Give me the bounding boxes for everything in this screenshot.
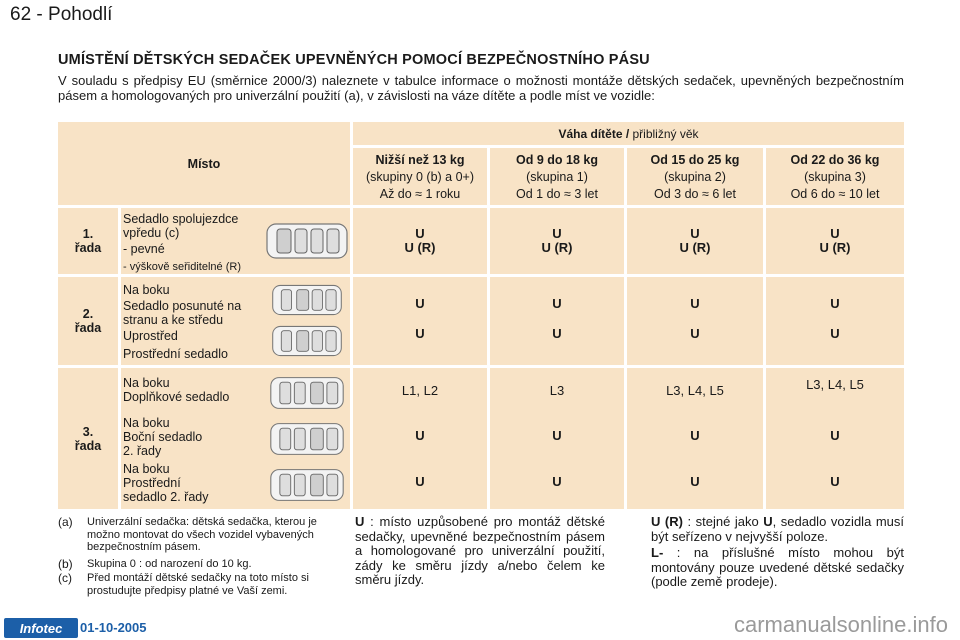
footer-date: 01-10-2005 — [80, 620, 147, 635]
value: U — [830, 474, 840, 489]
footnote — [58, 572, 343, 612]
legend-text: : stejné jako — [682, 514, 764, 529]
value-cell — [353, 277, 487, 365]
column-header — [490, 148, 624, 205]
footnote-text: Skupina 0 : od narození do 10 kg. — [87, 558, 252, 570]
footnote-key: (b) — [58, 557, 73, 571]
column-weight: Od 9 do 18 kg — [516, 153, 598, 167]
page-header: 62 - Pohodlí — [10, 4, 113, 25]
seat-label: Prostřední sedadlo — [123, 347, 228, 361]
seat-label: Uprostřed — [123, 329, 178, 343]
value: U — [415, 326, 425, 341]
value-cell — [766, 277, 904, 365]
legend-key: L- — [651, 545, 664, 560]
seat-label: Na boku Prostřední sedadlo 2. řady — [123, 462, 209, 504]
value-cell — [766, 368, 904, 509]
value: U — [552, 296, 562, 311]
column-group: (skupina 2) — [664, 170, 726, 184]
legend-text: : na příslušné místo mohou být montovány pouze uvedené dětské sedačky (podle země prodeje). — [651, 545, 904, 589]
legend-text: , sedadlo vozidla musí být seřízeno v nejvyšší poloze. — [651, 514, 904, 544]
value-cell — [353, 368, 487, 509]
seat-label: - pevné — [123, 242, 165, 256]
value-cell: U U (R) — [490, 208, 624, 274]
infotec-logo: Infotec — [4, 618, 78, 638]
footnote — [58, 516, 343, 556]
row-label: 3. řada — [58, 368, 118, 509]
value-cell: U U (R) — [353, 208, 487, 274]
value: U — [415, 428, 425, 443]
column-age: Až do ≈ 1 roku — [379, 187, 461, 201]
car-seat-diagram-icon — [265, 374, 349, 412]
value: U — [690, 474, 700, 489]
value-cell — [490, 368, 624, 509]
value: U — [690, 428, 700, 443]
column-age: Od 1 do ≈ 3 let — [516, 187, 598, 201]
place-header: Místo — [187, 156, 221, 171]
column-weight: Od 15 do 25 kg — [650, 153, 740, 167]
value: U — [690, 296, 700, 311]
intro-text: V souladu s předpisy EU (směrnice 2000/3) naleznete v tabulce informace o možnosti montáže dětských sedaček, upevněných bezpečnostním pásem a homologovaných pro univerzální použití (a), v závislosti na váze dítěte a podle míst ve vozidle: — [58, 73, 904, 103]
legend-u — [355, 515, 605, 588]
value: L1, L2 — [401, 383, 439, 398]
seat-label: Na boku Doplňkové sedadlo — [123, 376, 230, 404]
place-header-cell — [58, 122, 350, 205]
value-cell: U U (R) — [766, 208, 904, 274]
seat-cell — [121, 208, 350, 274]
column-weight: Nižší než 13 kg — [375, 153, 465, 167]
footnote-text: Univerzální sedačka: dětská sedačka, kterou je možno montovat do všech vozidel vybavených bezpečnostním pásem. — [87, 516, 317, 553]
legend-key: U — [763, 514, 773, 529]
value: U — [415, 474, 425, 489]
car-seat-diagram-icon — [265, 220, 349, 262]
value: U — [690, 326, 700, 341]
row-label: 2. řada — [58, 277, 118, 365]
value: U — [552, 474, 562, 489]
legend-key: U (R) — [651, 514, 683, 529]
value: U — [830, 326, 840, 341]
value: U — [552, 428, 562, 443]
value-cell — [627, 368, 763, 509]
footnote-text: Před montáží dětské sedačky na toto místo si prostudujte předpisy platné ve Vaší zemi. — [87, 572, 309, 597]
car-seat-diagram-icon — [265, 282, 349, 318]
section-title: UMÍSTĚNÍ DĚTSKÝCH SEDAČEK UPEVNĚNÝCH POMOCÍ BEZPEČNOSTNÍHO PÁSU — [58, 52, 650, 68]
weight-header-rest: přibližný věk — [629, 126, 699, 141]
value: L3 — [549, 383, 565, 398]
value-cell: U U (R) — [627, 208, 763, 274]
weight-header-bold: Váha dítěte / — [558, 126, 630, 141]
seat-cell — [121, 277, 350, 365]
column-weight: Od 22 do 36 kg — [790, 153, 880, 167]
row-label: 1. řada — [58, 208, 118, 274]
seat-label: Sedadlo spolujezdce vpředu (c) — [123, 212, 239, 240]
value-cell — [627, 277, 763, 365]
seat-label: Na boku Boční sedadlo 2. řady — [123, 416, 203, 458]
legend-key: U — [355, 514, 365, 529]
column-group: (skupina 1) — [526, 170, 588, 184]
column-age: Od 3 do ≈ 6 let — [654, 187, 736, 201]
seat-label: Na boku — [123, 283, 170, 297]
child-seat-table — [58, 122, 904, 509]
value: U — [830, 428, 840, 443]
watermark: carmanualsonline.info — [733, 612, 948, 637]
value-cell — [490, 277, 624, 365]
value: L3, L4, L5 — [806, 377, 864, 392]
value: U — [830, 296, 840, 311]
footnote — [58, 558, 343, 572]
seat-label: - výškově seřiditelné (R) — [123, 261, 241, 273]
value: L3, L4, L5 — [666, 383, 724, 398]
value: U — [552, 326, 562, 341]
seat-label: Sedadlo posunuté na stranu a ke středu — [123, 299, 242, 327]
seat-cell — [121, 368, 350, 509]
column-header — [766, 148, 904, 205]
column-group: (skupina 3) — [804, 170, 866, 184]
legend-ur — [651, 515, 904, 544]
value: U — [415, 296, 425, 311]
car-seat-diagram-icon — [265, 466, 349, 504]
column-header — [627, 148, 763, 205]
legend-text: : místo uzpůsobené pro montáž dětské sedačky, upevněné bezpečnostním pásem a homologované pro univerzální použití, zády ke směru jízdy a/nebo čelem ke směru jízdy. — [355, 514, 605, 587]
weight-header-cell — [353, 122, 904, 145]
footnote-key: (c) — [58, 571, 72, 585]
column-age: Od 6 do ≈ 10 let — [790, 187, 880, 201]
column-header — [353, 148, 487, 205]
car-seat-diagram-icon — [265, 323, 349, 359]
footnote-key: (a) — [58, 515, 73, 529]
legend-l — [651, 546, 904, 590]
column-group: (skupiny 0 (b) a 0+) — [365, 170, 475, 184]
car-seat-diagram-icon — [265, 420, 349, 458]
